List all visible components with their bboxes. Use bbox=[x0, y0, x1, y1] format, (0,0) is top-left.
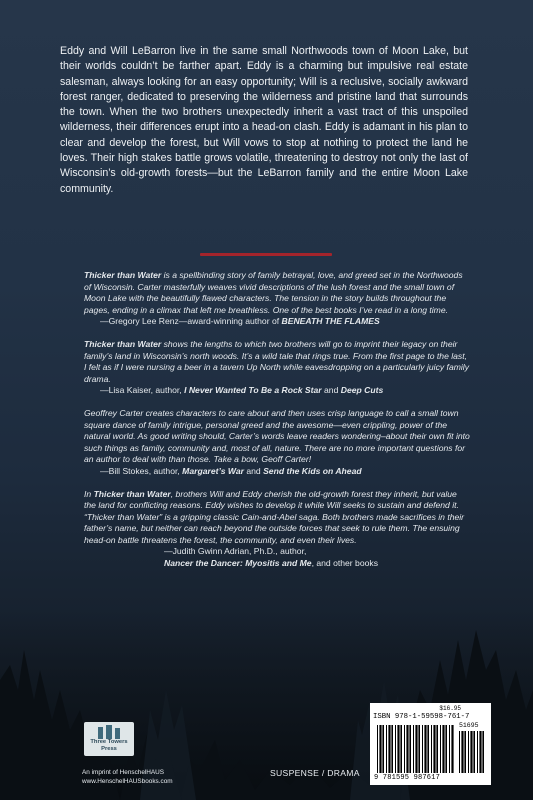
reviewer-name: —Bill Stokes, author, bbox=[100, 465, 183, 476]
review-attribution bbox=[84, 466, 470, 478]
review-list bbox=[84, 270, 470, 581]
review-lead: In bbox=[84, 488, 94, 499]
reviewer-book: BENEATH THE FLAMES bbox=[281, 316, 380, 327]
review-text bbox=[84, 408, 470, 466]
towers-icon bbox=[94, 725, 124, 739]
barcode-bar bbox=[377, 725, 378, 773]
book-title-reference: Thicker than Water bbox=[84, 338, 162, 349]
publisher-website[interactable]: www.HenschelHAUSbooks.com bbox=[82, 778, 173, 785]
review-item bbox=[84, 408, 470, 478]
barcode-bar bbox=[473, 731, 475, 773]
barcode-bar bbox=[442, 725, 444, 773]
barcode-bar bbox=[479, 731, 481, 773]
barcode-bar bbox=[431, 725, 432, 773]
barcode-bar bbox=[397, 725, 399, 773]
review-text bbox=[84, 339, 470, 385]
review-body: Geoffrey Carter creates characters to care about and then uses crisp language to call a small town square dance of family intrigue, personal greed and the awesome—even crippling, power of the natural world. As good writing should, Carter’s words leave readers wondering–about their own fit into such things as family, community and, most of all, nature. There are no more important questions for an author to deal with than those. Take a bow, Geoff Carter! bbox=[84, 407, 470, 465]
barcode-bar bbox=[382, 725, 384, 773]
barcode-bar bbox=[436, 725, 438, 773]
barcode-bar bbox=[449, 725, 450, 773]
barcode-bar bbox=[386, 725, 387, 773]
reviewer-book: Deep Cuts bbox=[340, 385, 384, 396]
barcode-bar bbox=[445, 725, 447, 773]
review-body: shows the lengths to which two brothers will go to imprint their legacy on their family’s land in Wisconsin’s north woods. It’s a wild tale that rings true. From the first page to the last, I felt as if I were nursing a beer in a tavern Up North while eavesdropping on a particularly juicy family drama. bbox=[84, 338, 469, 384]
barcode-bar bbox=[464, 731, 466, 773]
barcode-bar bbox=[406, 725, 408, 773]
barcode-bar bbox=[379, 725, 381, 773]
publisher-logo-text: Three Towers Press bbox=[90, 739, 128, 752]
publisher-logo bbox=[84, 722, 134, 756]
barcode-bar bbox=[468, 731, 469, 773]
barcode-bar bbox=[477, 731, 478, 773]
barcode-bar bbox=[409, 725, 411, 773]
review-attribution-book bbox=[84, 558, 470, 570]
barcode-bar bbox=[388, 725, 390, 773]
book-description: Eddy and Will LeBarron live in the same small Northwoods town of Moon Lake, but their worlds couldn’t be farther apart. Eddy is a charming but impulsive real estate salesman, always looking for an easy opportunity; Will is a reclusive, socially awkward forest ranger, dedicated to preserving the wilderness and pristine land that surrounds the town. When the two brothers unexpectedly inherit a vast tract of this unspoiled wilderness, their differences erupt into a head-on clash. Eddy is adamant in his plan to clear and develop the forest, but Will vows to stop at nothing to protect the land he loves. Their high stakes battle grows volatile, threatening to destroy not only the last of Wisconsin’s old-growth forests—but the LeBarron family and the entire Moon Lake community. bbox=[60, 45, 468, 195]
barcode-bar bbox=[418, 725, 420, 773]
addon-barcode bbox=[458, 731, 486, 773]
attribution-joiner: and bbox=[243, 465, 264, 476]
reviewer-book: Margaret’s War bbox=[182, 465, 244, 476]
barcode-bar bbox=[461, 731, 463, 773]
addon-number: 51695 bbox=[459, 722, 479, 729]
review-text bbox=[84, 270, 470, 316]
review-attribution bbox=[84, 385, 470, 397]
review-item bbox=[84, 270, 470, 328]
ean-barcode bbox=[376, 725, 456, 773]
review-text bbox=[84, 489, 470, 547]
barcode-area bbox=[370, 703, 491, 785]
barcode-bar bbox=[395, 725, 396, 773]
barcode-bar bbox=[422, 725, 423, 773]
barcode-bar bbox=[433, 725, 435, 773]
barcode-bar bbox=[440, 725, 441, 773]
publisher-imprint bbox=[82, 768, 173, 786]
barcode-bar bbox=[427, 725, 429, 773]
barcode-bar bbox=[415, 725, 417, 773]
reviewer-name: —Lisa Kaiser, author, bbox=[100, 385, 185, 396]
price-label: $16.95 bbox=[439, 705, 461, 712]
barcode-bar bbox=[482, 731, 484, 773]
section-divider bbox=[200, 253, 332, 256]
review-attribution: —Judith Gwinn Adrian, Ph.D., author, bbox=[164, 546, 307, 557]
barcode-bar bbox=[404, 725, 405, 773]
reviewer-name: —Gregory Lee Renz—award-winning author of bbox=[100, 316, 282, 327]
genre-label: SUSPENSE / DRAMA bbox=[270, 768, 360, 778]
barcode-bar bbox=[391, 725, 393, 773]
barcode-bar bbox=[470, 731, 472, 773]
review-body: is a spellbinding story of family betrayal, love, and greed set in the Northwoods of Wisconsin. Carter masterfully weaves vivid descriptions of the lush forest and the small town of Moon Lake with the beautifully flawed characters. The tension in the story builds throughout the pages, ending in a climax that left me breathless. One of the best books I’ve read in a long time. bbox=[84, 270, 463, 315]
isbn-label: ISBN 978-1-59598-761-7 bbox=[373, 713, 470, 721]
reviewer-book: I Never Wanted To Be a Rock Star bbox=[184, 385, 322, 396]
attribution-tail: , and other books bbox=[311, 558, 378, 569]
review-body: , brothers Will and Eddy cherish the old-growth forest they inherit, but value the land for conflicting reasons. Eddy wishes to develop it while Will seeks to sustain and defend it. “Thicker than Water” is a gripping classic Cain-and-Abel saga. Both brothers made sacrifices in their father’s name, but neither can reach beyond the outside forces that seek to rule them. The ensuing head-on battle threatens the forest, the community, and even their lives. bbox=[84, 488, 465, 545]
reviewer-book: Nancer the Dancer: Myositis and Me bbox=[164, 558, 312, 569]
barcode-bar bbox=[413, 725, 414, 773]
imprint-line: An imprint of HenschelHAUS bbox=[82, 769, 165, 776]
barcode-bar bbox=[451, 725, 453, 773]
barcode-bar bbox=[459, 731, 460, 773]
book-title-reference: Thicker than Water bbox=[93, 488, 171, 499]
review-item bbox=[84, 339, 470, 397]
barcode-bar bbox=[424, 725, 426, 773]
attribution-joiner: and bbox=[321, 385, 341, 396]
review-attribution bbox=[84, 316, 470, 328]
reviewer-book: Send the Kids on Ahead bbox=[263, 465, 362, 476]
review-item bbox=[84, 489, 470, 570]
book-title-reference: Thicker than Water bbox=[84, 270, 162, 280]
barcode-bar bbox=[400, 725, 402, 773]
ean-number: 9 781595 987617 bbox=[374, 774, 441, 782]
